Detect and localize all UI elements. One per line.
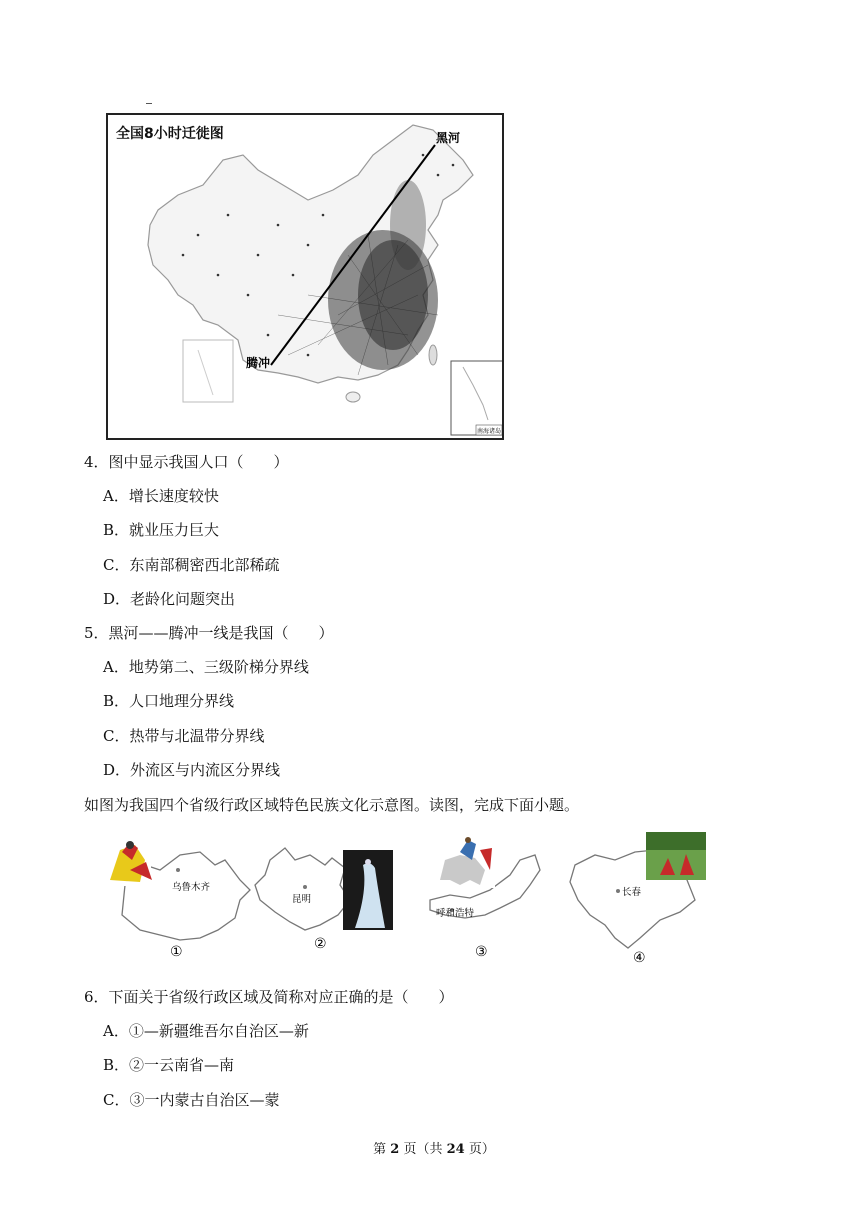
province-2-map [255,848,393,930]
page-footer: 第 2 页（共 24 页） [373,1142,495,1157]
q6-option-b[interactable]: B．②一云南省—南 [103,1056,235,1074]
map-title: 全国8小时迁徙图 [116,126,224,142]
q4-option-d[interactable]: D．老龄化问题突出 [103,590,236,608]
province-3-map [430,837,540,918]
q6-option-c[interactable]: C．③一内蒙古自治区—蒙 [103,1091,280,1109]
stray-mark [146,103,152,104]
label-heihe: 黑河 [436,131,461,145]
province-number-1: ① [170,944,183,960]
q4-option-b[interactable]: B．就业压力巨大 [103,521,220,539]
section-intro: 如图为我国四个省级行政区域特色民族文化示意图。读图，完成下面小题。 [84,796,580,814]
province-number-3: ③ [475,944,488,960]
q5-option-c[interactable]: C．热带与北温带分界线 [103,727,265,745]
city-label-3: 呼和浩特 [436,908,475,919]
province-maps-graphic [100,830,712,970]
q5-option-a[interactable]: A．地势第二、三级阶梯分界线 [103,658,309,676]
inset-label: 南海诸岛 [477,428,502,435]
china-map-graphic [108,115,502,438]
migration-map-figure [106,113,504,440]
province-culture-figure [100,830,712,970]
province-number-2: ② [314,936,327,952]
q5-option-b[interactable]: B．人口地理分界线 [103,692,235,710]
q4-option-c[interactable]: C．东南部稠密西北部稀疏 [103,556,280,574]
question-5-stem: 5．黑河——腾冲一线是我国（ ） [84,624,334,642]
province-number-4: ④ [633,950,646,966]
city-label-1: 乌鲁木齐 [172,882,211,893]
question-4-stem: 4．图中显示我国人口（ ） [84,453,289,471]
q6-option-a[interactable]: A．①—新疆维吾尔自治区—新 [103,1022,309,1040]
q5-option-d[interactable]: D．外流区与内流区分界线 [103,761,281,779]
question-6-stem: 6．下面关于省级行政区域及简称对应正确的是（ ） [84,988,454,1006]
city-label-4: 长春 [622,887,642,898]
q4-option-a[interactable]: A．增长速度较快 [103,487,219,505]
city-label-2: 昆明 [292,894,312,905]
label-tengchong: 腾冲 [246,356,271,370]
